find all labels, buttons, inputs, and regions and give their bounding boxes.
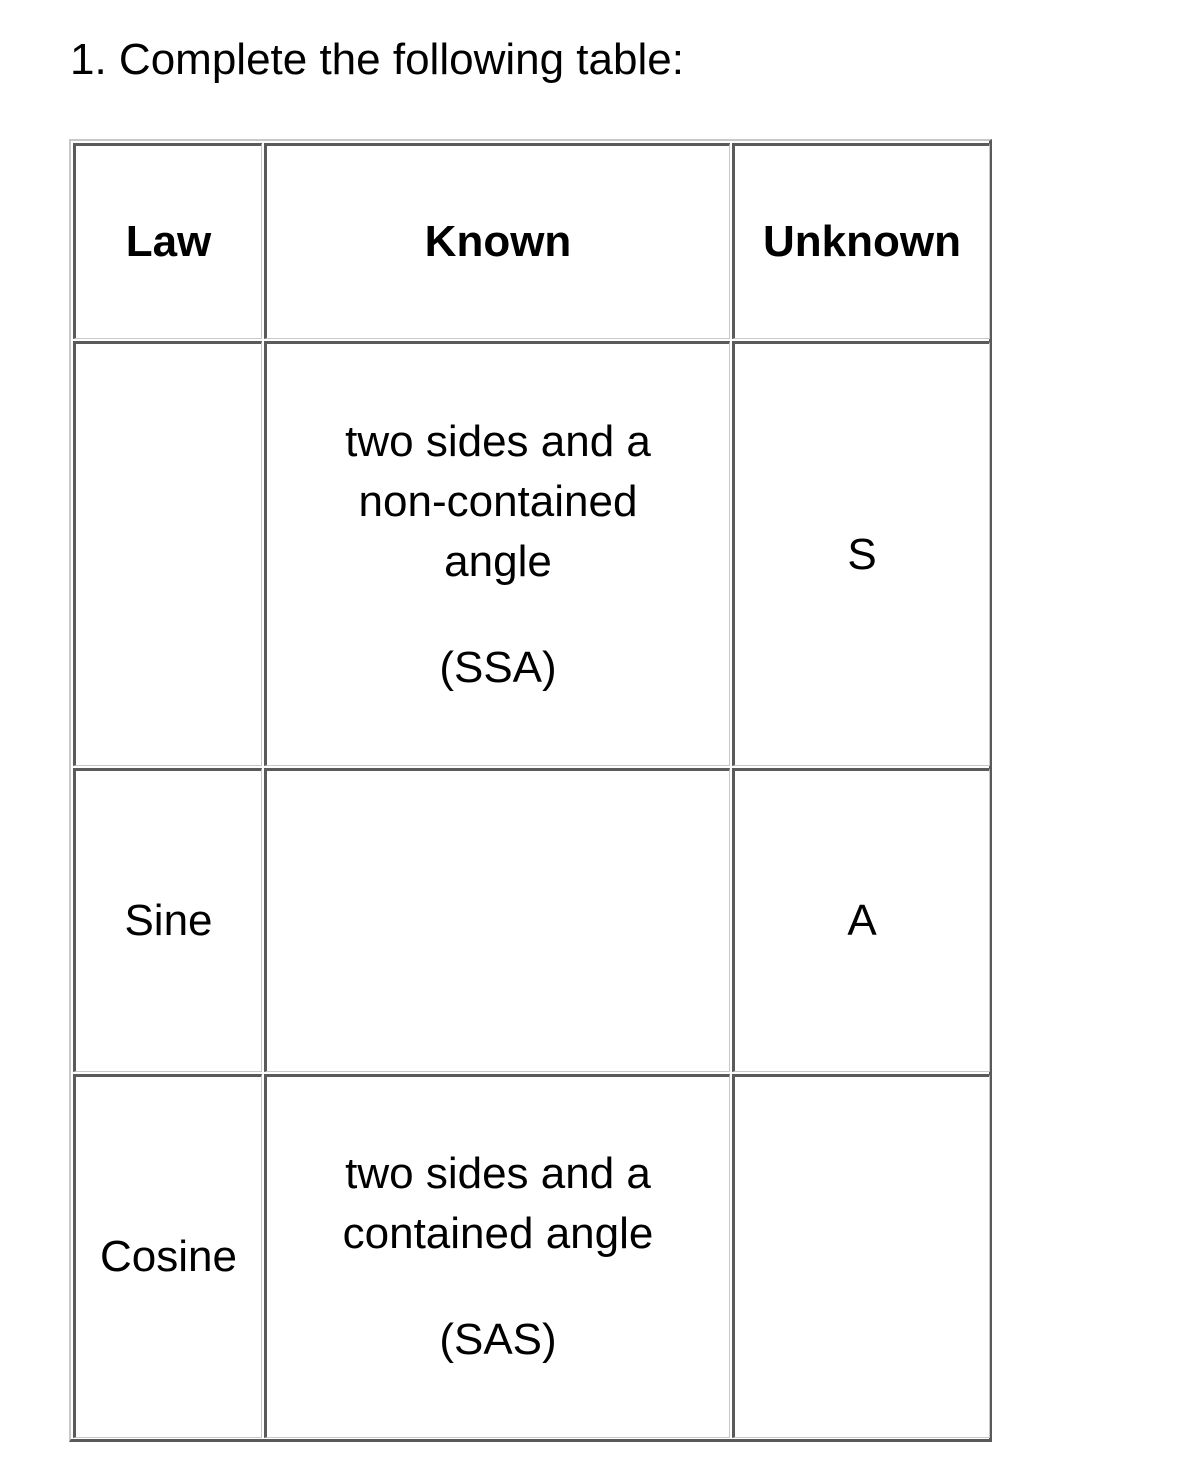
- cell-unknown: S: [732, 341, 990, 766]
- header-law: Law: [73, 143, 262, 339]
- cell-known: [264, 1074, 730, 1438]
- known-abbreviation: (SSA): [439, 642, 557, 692]
- known-line: angle: [444, 536, 552, 586]
- table-row: [73, 768, 990, 1072]
- cell-known: [264, 341, 730, 766]
- known-line: contained angle: [342, 1209, 654, 1258]
- cell-law: Sine: [73, 768, 262, 1072]
- answer-table-frame: [69, 139, 992, 1442]
- table-row: [73, 1074, 990, 1438]
- known-abbreviation: (SAS): [439, 1315, 557, 1364]
- header-known: Known: [264, 143, 730, 339]
- cell-known: [264, 768, 730, 1072]
- known-line: two sides and a: [345, 416, 651, 466]
- cell-law: [73, 341, 262, 766]
- table-row: [73, 341, 990, 766]
- known-line: two sides and a: [345, 1149, 651, 1198]
- header-unknown: Unknown: [732, 143, 990, 339]
- cell-unknown: [732, 1074, 990, 1438]
- cell-law: Cosine: [73, 1074, 262, 1438]
- answer-table: [71, 141, 992, 1440]
- table-header-row: [73, 143, 990, 339]
- known-line: non-contained: [358, 476, 638, 526]
- cell-unknown: A: [732, 768, 990, 1072]
- question-text: 1. Complete the following table:: [70, 35, 684, 84]
